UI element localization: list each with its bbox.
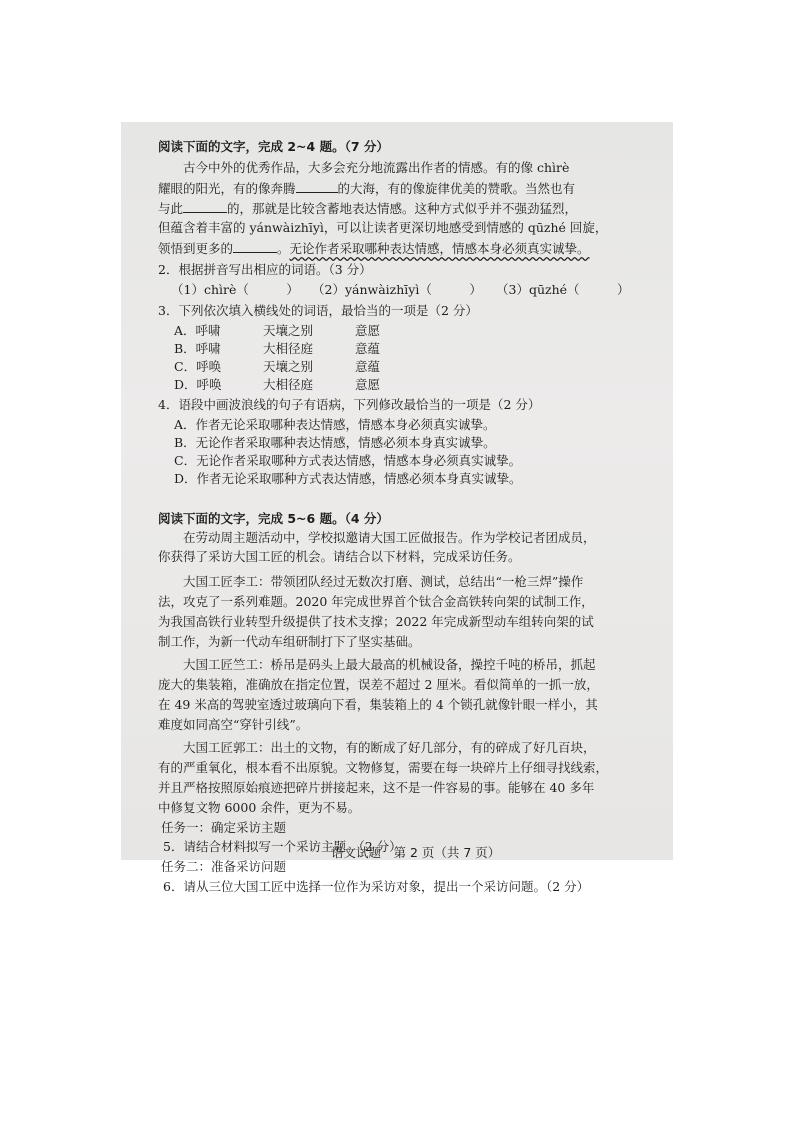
q4-option-a: A．作者无论采取哪种表达情感，情感本身必须真实诚挚。	[174, 417, 496, 432]
q3-c-2: 天壤之别	[263, 359, 314, 374]
material3-line-1: 大国工匠郭工：出土的文物，有的断成了好几部分，有的碎成了好几百块，	[183, 740, 596, 755]
passage-line-2-a: 耀眼的阳光，有的像奔腾	[158, 181, 296, 196]
q3-a-1: A．呼啸	[174, 323, 221, 338]
q3-stem: 3．下列依次填入横线处的词语，最恰当的一项是（2 分）	[158, 303, 478, 318]
q3-b-1: B．呼啸	[174, 341, 221, 356]
q2-stem: 2．根据拼音写出相应的词语。（3 分）	[158, 262, 372, 277]
q4-option-c: C．无论作者采取哪种方式表达情感，情感本身必须真实诚挚。	[174, 453, 522, 468]
material1-line-2: 法，攻克了一系列难题。2020 年完成世界首个钛合金高铁转向架的试制工作，	[158, 594, 594, 609]
blank-2	[183, 200, 227, 213]
material3-line-3: 并且严格按照原始痕迹把碎片拼接起来，这不是一件容易的事。能够在 40 多年	[158, 780, 595, 795]
material3-line-4: 中修复文物 6000 余件，更为不易。	[158, 800, 361, 815]
passage-line-5-a: 领悟到更多的	[158, 241, 234, 256]
passage-line-2-b: 的大海，有的像旋律优美的赞歌。当然也有	[337, 181, 576, 196]
intro-line-2: 你获得了采访大国工匠的机会。请结合以下材料，完成采访任务。	[158, 549, 521, 564]
material1-line-1: 大国工匠李工：带领团队经过无数次打磨、测试，总结出“一枪三焊”操作	[183, 574, 584, 589]
material3-line-2: 有的严重氧化，根本看不出原貌。文物修复，需要在每一块碎片上仔细寻找线索，	[158, 760, 609, 775]
q5-stem: 5．请结合材料拟写一个采访主题。（2 分）	[163, 839, 402, 854]
q3-c-3: 意蕴	[355, 359, 381, 374]
passage-line-5	[158, 240, 590, 257]
passage-line-5-b: 。	[277, 241, 290, 256]
blank-3	[233, 240, 277, 253]
q3-a-3: 意愿	[355, 323, 381, 338]
q3-b-3: 意蕴	[355, 341, 381, 356]
q2-item-1: （1）chìrè（ ）	[171, 282, 299, 297]
material2-line-2: 庞大的集装箱，准确放在指定位置，误差不超过 2 厘米。看似简单的一抓一放，	[158, 677, 599, 692]
passage-line-3-a: 与此	[158, 201, 184, 216]
q4-stem: 4．语段中画波浪线的句子有语病，下列修改最恰当的一项是（2 分）	[158, 397, 541, 412]
q3-d-2: 大相径庭	[263, 377, 314, 392]
q3-d-1: D．呼唤	[174, 377, 222, 392]
passage-line-4: 但蕴含着丰富的 yánwàizhīyì，可以让读者更深切地感受到情感的 qūzhé 回旋，	[158, 220, 608, 235]
q3-c-1: C．呼唤	[174, 359, 222, 374]
q4-option-b: B．无论作者采取哪种表达情感，情感必须本身真实诚挚。	[174, 435, 496, 450]
q3-d-3: 意愿	[355, 377, 381, 392]
exam-page-photo	[121, 122, 673, 894]
passage-line-1: 古今中外的优秀作品，大多会充分地流露出作者的情感。有的像 chìrè	[183, 160, 570, 175]
q3-b-2: 大相径庭	[263, 341, 314, 356]
passage-line-3	[158, 200, 577, 217]
material2-line-1: 大国工匠竺工：桥吊是码头上最大最高的机械设备，操控千吨的桥吊，抓起	[183, 657, 596, 672]
page-footer: 语文试题 第 2 页（共 7 页）	[331, 845, 501, 860]
passage-line-3-b: 的，那就是比较含蓄地表达情感。这种方式似乎并不强劲猛烈，	[227, 201, 578, 216]
q2-item-2: （2）yánwàizhīyì（ ）	[312, 282, 482, 297]
material1-line-3: 为我国高铁行业转型升级提供了技术支撑；2022 年完成新型动车组转向架的试	[158, 614, 594, 629]
q6-stem: 6．请从三位大国工匠中选择一位作为采访对象，提出一个采访问题。（2 分）	[163, 879, 590, 894]
task2-label: 任务二：准备采访问题	[161, 859, 287, 874]
q3-a-2: 天壤之别	[263, 323, 314, 338]
task1-label: 任务一：确定采访主题	[161, 820, 287, 835]
material2-line-3: 在 49 米高的驾驶室透过玻璃向下看，集装箱上的 4 个锁孔就像针眼一样小，其	[158, 697, 598, 712]
blank-1	[296, 180, 338, 193]
q2-item-3: （3）qūzhé（ ）	[496, 282, 630, 297]
intro-line-1: 在劳动周主题活动中，学校拟邀请大国工匠做报告。作为学校记者团成员，	[183, 530, 596, 545]
section1-heading: 阅读下面的文字，完成 2~4 题。（7 分）	[158, 139, 389, 154]
material1-line-4: 制工作，为新一代动车组研制打下了坚实基础。	[158, 634, 421, 649]
q4-option-d: D．作者无论采取哪种方式表达情感，情感必须本身真实诚挚。	[174, 471, 522, 486]
material2-line-4: 难度如同高空“穿针引线”。	[158, 717, 309, 732]
wavy-sentence: 无论作者采取哪种表达情感，情感本身必须真实诚挚。	[289, 241, 590, 256]
section2-heading: 阅读下面的文字，完成 5~6 题。（4 分）	[158, 511, 389, 526]
passage-line-2	[158, 180, 575, 197]
